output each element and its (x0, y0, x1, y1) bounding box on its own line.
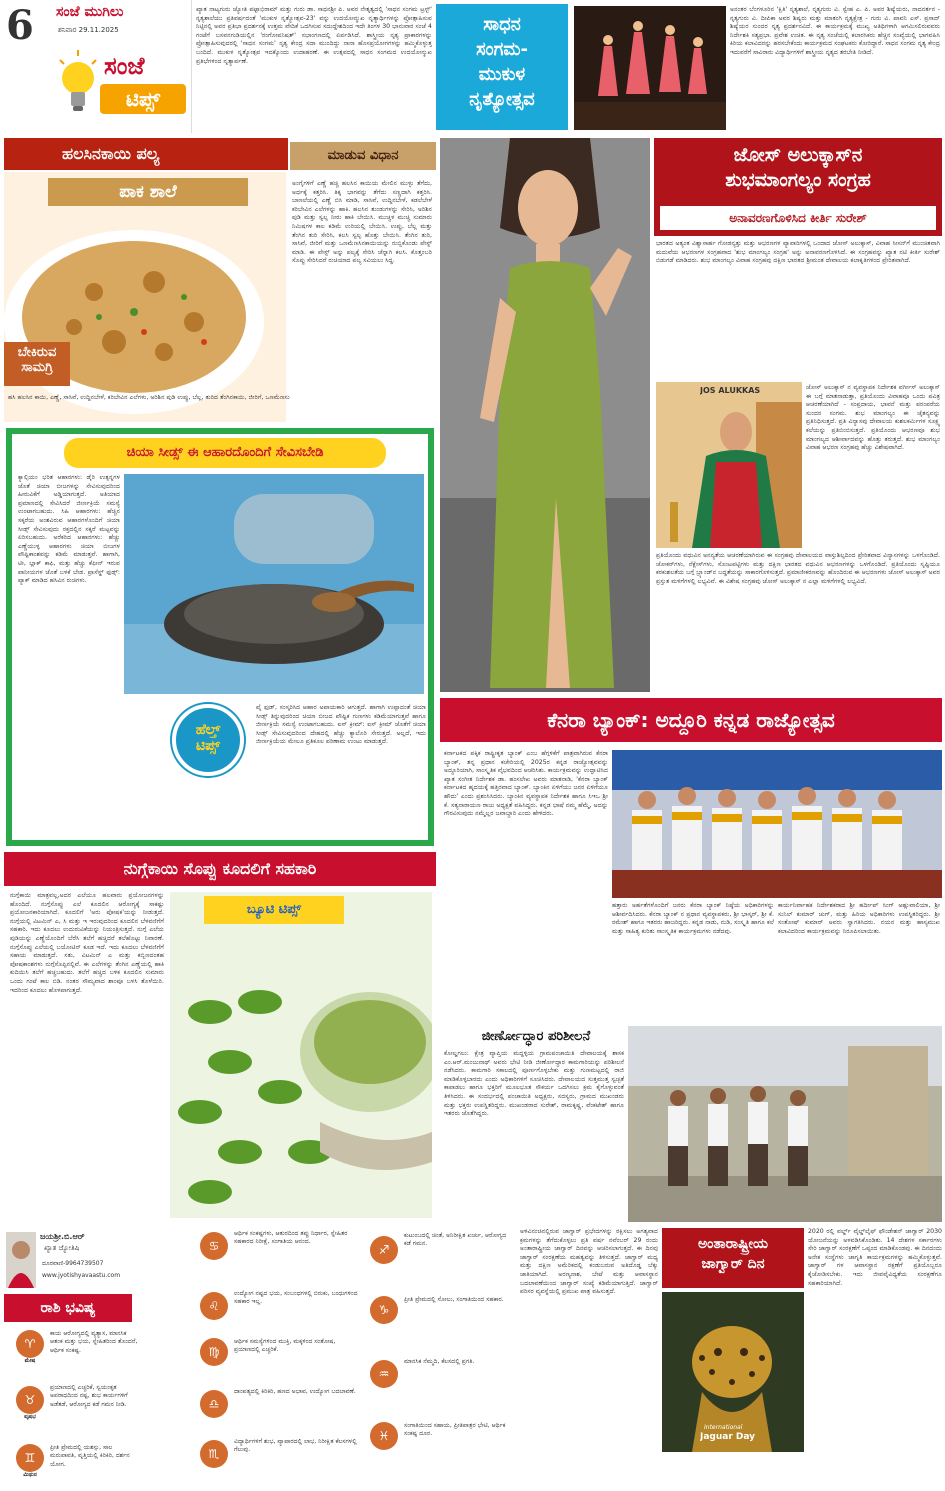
sadhana-body-right: ಅನಂತರ ಬೆಂಗಳೂರಿನ 'ಕ್ಷಿತಿ' ನೃತ್ಯಶಾಲೆ, ನೃತ್ಯಗುರು ವಿ. ಸ್ವೇಹ ಎ. ಪಿ. ಅವರ ಶಿಷ್ಯೆಯರು, ನಾದನರ್ತನ - ನೃತ್ಯಗುರು ವಿ. ದೀಪಿಕಾ ಅವರ ಶಿಷ್ಯರು ಮತ್ತು ಮಾತಂಗಿ ನೃತ್ಯಕ್ಷೇತ್ರ - ಗುರು ವಿ. ಪಾವನಿ ಎಸ್. ಪ್ರಸಾದ್ ಶಿಷ್ಯೆಯರ ಸುಂದರ ನೃತ್ಯ ಪ್ರದರ್ಶನವಿದೆ. ಈ ಕಾರ್ಯಕ್ರಮಕ್ಕೆ ಮುಖ್ಯ ಅತಿಥಿಗಳಾಗಿ ಆಗಮಿಸಲಿರುವವರು ನಿರ್ದೇಶಕಿ ಸತ್ಯಪ್ರಭಾ. ಪ್ರವೇಶ ಉಚಿತ. ಈ ನೃತ್ಯ ಸಂಜೆಯಲ್ಲಿ ಕಲಾರಸಿಕರು ಹೆಚ್ಚಿನ ಸಂಖ್ಯೆಯಲ್ಲಿ ಭಾಗವಹಿಸಿ ಕಿರಿಯ ಕಲಾವಿದರನ್ನು ಹರಸಬೇಕೆಂದು ಕಾರ್ಯಕ್ರಮದ ಸಂಘಟಕರು ಕೋರಿದ್ದಾರೆ. ಸಾಧನ ಸಂಗಮ ನೃತ್ಯ ಕೇಂದ್ರ ಇದುವರೆಗೆ ಸಾವಿರಾರು ವಿದ್ಯಾರ್ಥಿಗಳಿಗೆ ಶಾಸ್ತ್ರೀಯ ನೃತ್ಯದ ತರಬೇತಿ ನೀಡಿದೆ. (730, 6, 940, 56)
kitchen-label-bar (48, 178, 248, 206)
kanya-sign-icon: ♍ (200, 1338, 228, 1366)
kataka-forecast: ಆರ್ಥಿಕ ಸಂಕಷ್ಟಗಳು, ಆತುರದಿಂದ ತಪ್ಪು ನಿರ್ಧಾರ, ಸ್ನೇಹಿತರ ಸಹಕಾರದ ನಿರೀಕ್ಷೆ, ಸಂಗಾತಿಯ ಆನಂದ. (234, 1230, 348, 1246)
sadhana-title-4: ನೃತ್ಯೋತ್ಸವ (469, 89, 535, 110)
keerthy-photo (440, 138, 650, 692)
jaguar-caption-1: International (704, 1424, 743, 1431)
drumstick-title-bar (4, 852, 436, 886)
meena-forecast: ಸಂಗಾತಿಯಿಂದ ಸಹಾಯ, ಪ್ರೀತಿಪಾತ್ರರ ಭೇಟಿ, ಆರ್ಥಿಕ ಸಂಕಷ್ಟ ದೂರ. (404, 1422, 506, 1438)
canara-mid-text: ಹತ್ತಾರು ಅರ್ಹತೆಗಳೊಂದಿಗೆ ಜನರು ಕೆನರಾ ಬ್ಯಾಂಕ್ ನಿಷ್ಠೆಯ ಅಧಿಕಾರಿಗಳನ್ನು ಆಶೀರ್ವದಿಸಿದರು. ಕೆನರಾ ಬ್ಯಾಂಕ್ ನ ಪ್ರಧಾನ ವ್ಯವಸ್ಥಾಪಕರು, ಶ್ರೀ ಭಾಸ್ಕರ್, ಶ್ರೀ ಕೆ. ರಮೇಶ್ ಹಾಗೂ ಇತರರು ಹಾಜರಿದ್ದರು. ಕನ್ನಡ ನಾಡು, ನುಡಿ, ಸಂಸ್ಕೃತಿ ಹಾಗೂ ಕಲೆ ಮತ್ತು ಸಾಹಿತ್ಯ ಕುರಿತು ಸಾಂಸ್ಕೃತಿಕ ಕಾರ್ಯಕ್ರಮಗಳು ನಡೆದವು. (612, 902, 774, 935)
recipe-method-text: ಅಂಗೈಗಳಿಗೆ ಎಣ್ಣೆ ಹಚ್ಚಿ ಹಲಸಿನ ಕಾಯಿಯ ಮೇಲಿನ ಮುಳ್ಳು ತೆಗೆದು, ಅರ್ಧಕ್ಕೆ ಕತ್ತರಿಸಿ. ತಿಕ್ಕ ಭಾಗವನ್ನು ತೆಗೆದು ಸಣ್ಣದಾಗಿ ಕತ್ತರಿಸಿ. ಬಾಣಲೆಯಲ್ಲಿ ಎಣ್ಣೆ ಬಿಸಿ ಮಾಡಿ, ಸಾಸಿವೆ, ಉದ್ದಿನಬೇಳೆ, ಕಡಲೆಬೇಳೆ ಕರಿಬೇವಿನ ಎಲೆಗಳನ್ನು ಹಾಕಿ. ಹಲಸಿನ ತುಂಡುಗಳನ್ನು ಸೇರಿಸಿ, ಅರಿಶಿನ ಪುಡಿ ಮತ್ತು ಸ್ವಲ್ಪ ನೀರು ಹಾಕಿ ಬೇಯಿಸಿ. ಮುಚ್ಚಳ ಮುಚ್ಚಿ ಸುಮಾರು ನಿಮಿಷಗಳ ಕಾಲ ಕಡಿಮೆ ಉರಿಯಲ್ಲಿ ಬೇಯಿಸಿ. ಉಪ್ಪು, ಬೆಲ್ಲ ಮತ್ತು ತೆಂಗಿನ ತುರಿ ಸೇರಿಸಿ, ಕಲಸಿ ಸ್ವಲ್ಪ ಹೊತ್ತು ಬೇಯಿಸಿ. ತೆಂಗಿನ ತುರಿ, ಸಾಸಿವೆ, ಜೀರಿಗೆ ಮತ್ತು ಒಣಮೆಣಸಿನಕಾಯಿಯನ್ನು ರುಬ್ಬಿಕೊಂಡು ಪೇಸ್ಟ್ ಮಾಡಿ. ಈ ಪೇಸ್ಟ್ ಅನ್ನು ಪಲ್ಯಕ್ಕೆ ಸೇರಿಸಿ ಚೆನ್ನಾಗಿ ಕಲಸಿ. ಕೊತ್ತಂಬರಿ ಸೊಪ್ಪು ಸೇರಿಸಿದರೆ ರುಚಿಯಾದ ಪಲ್ಯ ಸವಿಯಲು ಸಿದ್ಧ. (292, 180, 432, 265)
chia-seeds-photo (124, 474, 424, 694)
astrologer-phone: ದೂರವಾಣಿ-9964739507 (42, 1260, 104, 1267)
canara-left-text: ಕರ್ನಾಟಕದ ಪಕ್ಕಿಕ ರಾಷ್ಟ್ರೀಕೃತ ಬ್ಯಾಂಕ್ ಎಂಬ ಹೆಗ್ಗಳಿಕೆಗೆ ಪಾತ್ರವಾಗಿರುವ ಕೆನರಾ ಬ್ಯಾಂಕ್, ತನ್ನ ಪ್ರಧಾನ ಕಚೇರಿಯಲ್ಲಿ 2025ರ ಕನ್ನಡ ರಾಜ್ಯೋತ್ಸವವನ್ನು ಅದ್ದೂರಿಯಾಗಿ, ಸಾಂಸ್ಕೃತಿಕ ವೈಭವದಿಂದ ಆಚರಿಸಿತು. ಕಾರ್ಯಕ್ರಮವನ್ನು ಉದ್ಘಾಟಿಸಿದ ಖ್ಯಾತ ಸಂಗೀತ ನಿರ್ದೇಶಕ ಡಾ. ಹಂಸಲೇಖ ಅವರು ಮಾತನಾಡಿ, 'ಕೆನರಾ ಬ್ಯಾಂಕ್ ಕರ್ನಾಟಕದ ಹೃದಯಕ್ಕೆ ಹತ್ತಿರವಾದ ಬ್ಯಾಂಕ್. ಬ್ಯಾಂಕಿನ ಏಳಿಗೆಯು ಜನರ ಏಳಿಗೆಯೂ ಹೌದು' ಎಂದು ಪ್ರಶಂಸಿಸಿದರು. ಬ್ಯಾಂಕಿನ ವ್ಯವಸ್ಥಾಪಕ ನಿರ್ದೇಶಕ ಹಾಗೂ ಸಿಇಒ ಶ್ರೀ ಕೆ. ಸತ್ಯನಾರಾಯಣ ರಾಜು ಅಧ್ಯಕ್ಷತೆ ವಹಿಸಿದ್ದರು. ಕನ್ನಡ ಭಾಷೆ ನಮ್ಮ ಹೆಮ್ಮೆ, ಅದನ್ನು ಗೌರವಿಸುವುದು ನಮ್ಮೆಲ್ಲರ ಜವಾಬ್ದಾರಿ ಎಂದು ಹೇಳಿದರು. (444, 750, 608, 818)
jos-brand-sign: JOS ALUKKAS (700, 386, 761, 395)
beauty-tips-label: ಬ್ಯೂಟಿ ಟಿಪ್ಸ್ (246, 902, 302, 917)
sadhana-body-left: ಖ್ಯಾತ ನಾಟ್ಯಗುರು ಜ್ಯೋತಿ ಪಟ್ಟಾಭಿರಾಮ್ ಮತ್ತು ಗುರು ಡಾ. ಸಾಧನಶ್ರೀ ಪಿ. ಅವರ ನೇತೃತ್ವದಲ್ಲಿ 'ಸಾಧನ ಸಂಗಮ ಟ್ರಸ್ಟ್' ನೃತ್ಯಶಾಲೆಯು ಪ್ರತಿವರ್ಷದಂತೆ 'ಮುಕುಳ ನೃತ್ಯೋತ್ಸವ-23' ವನ್ನು ಉದಯೋನ್ಮುಖ ನೃತ್ಯಾರ್ಥಿಗಳನ್ನು ಪ್ರೋತ್ಸಾಹಿಸುವ ನಿಟ್ಟಿನಲ್ಲಿ ಅವರ ಪ್ರತಿಭಾ ಪ್ರದರ್ಶನಕ್ಕೆ ಉತ್ತಮ ವೇದಿಕೆ ಒದಗಿಸುವ ಸದುದ್ದೇಶದಿಂದ ಇದೇ ತಿಂಗಳ 30 ಭಾನುವಾರ ಸಂಜೆ 4 ಗಂಟೆಗೆ ಬಸವನಗುಡಿಯಲ್ಲಿನ 'ರಂಗೋಪನಿಷತ್' ಸಭಾಂಗಣದಲ್ಲಿ ಏರ್ಪಡಿಸಿದೆ. ಶಾಸ್ತ್ರೀಯ ನೃತ್ಯ ಪ್ರಾಕಾರಗಳನ್ನು ಪ್ರೋತ್ಸಾಹಿಸುವುದರಲ್ಲಿ 'ಸಾಧನ ಸಂಗಮ' ನೃತ್ಯ ಕೇಂದ್ರ ಸದಾ ಮುಂದಿದ್ದು ನಾನಾ ಹೊಸಪ್ರಯೋಗಗಳನ್ನು ಹಮ್ಮಿಕೊಳ್ಳುತ್ತ ಬಂದಿದೆ. ಮುಕುಳ ನೃತ್ಯೋತ್ಸವ ಇದಕ್ಕೊಂದು ಉದಾಹರಣೆ. ಈ ಉತ್ಸವದಲ್ಲಿ ಸಾಧನ ಸಂಗಮದ ಉದಯೋನ್ಮುಖ ಪ್ರತಿಭೆಗಳಿಂದ ನೃತ್ಯಾರ್ಪಣೆ. (196, 6, 432, 65)
vrishabha-sign-icon: ♉ (16, 1386, 44, 1414)
meena-sign-icon: ♓ (370, 1422, 398, 1450)
astrologer-title: ಖ್ಯಾತ ಜ್ಯೋತಿಷಿ (44, 1244, 80, 1252)
drumstick-text: ನುಗ್ಗೆಕಾಯಿ ಮಾತ್ರವಲ್ಲ,ಅದರ ಎಲೆಯೂ ಹಲವಾರು ಪ್ರಯೋಜನಗಳನ್ನು ಹೊಂದಿದೆ. ನುಗ್ಗೆಸೊಪ್ಪು ಎಲೆ ಕೂದಲಿನ ಆರೋಗ್ಯಕ್ಕೆ ಸಾಕಷ್ಟು ಪ್ರಯೋಜನಕಾರಿಯಾಗಿದೆ. ಕೂದಲಿಗೆ 'ಅರು ಪೋಷಕ'ಯನ್ನು ನೀಡುತ್ತದೆ. ನುಗ್ಗೆಯಲ್ಲಿ ವಿಟಮಿನ್ ಎ, ಸಿ ಮತ್ತು ಇ ಇರುವುದರಿಂದ ಕೂದಲಿನ ಬೆಳವಣಿಗೆಗೆ ಸಹಕಾರಿ. ಇದು ಕೂದಲು ಉದುರುವಿಕೆಯನ್ನು ನಿಯಂತ್ರಿಸುತ್ತದೆ. ನುಗ್ಗೆ ಎಲೆಯ ಪುಡಿಯನ್ನು ಎಣ್ಣೆಯೊಂದಿಗೆ ಬೆರೆಸಿ ತಲೆಗೆ ಹಚ್ಚಿದರೆ ತಲೆಹೊಟ್ಟು ನಿವಾರಣೆ. ನುಗ್ಗೆಸೊಪ್ಪು ಎಲೆಯಲ್ಲಿ ಬಯೋಟಿನ್ ಕೂಡ ಇದೆ. ಇದು ಕೂದಲು ಬೆಳವಣಿಗೆಗೆ ಸಹಾಯ ಮಾಡುತ್ತದೆ. ಸತು, ವಿಟಮಿನ್ ಎ ಮತ್ತು ಕಬ್ಬಿಣದಂತಹ ಪೋಷಕಾಂಶಗಳು ನುಗ್ಗೆಸೊಪ್ಪಿನಲ್ಲಿವೆ. ಈ ಎಲೆಗಳನ್ನು ತೆಂಗಿನ ಎಣ್ಣೆಯಲ್ಲಿ ಹಾಕಿ ಕುದಿಯಿಸಿ ತಲೆಗೆ ಹಚ್ಚಬಹುದು. ತಲೆಗೆ ಹಚ್ಚಿದ ಬಳಿಕ ಕೂದಲಿನ ಸುಮಾರು ಒಂದು ಗಂಟೆ ಕಾಲ ಬಿಡಿ. ನಂತರ ಸೌಮ್ಯವಾದ ಶಾಂಪೂ ಬಳಸಿ ತೊಳೆಯಿರಿ. ಇದರಿಂದ ಕೂದಲು ಹೊಳಪಾಗುತ್ತದೆ. (10, 892, 164, 994)
health-tips-badge-2: ಟಿಪ್ಸ್ (196, 738, 220, 754)
jos-top-text: ಭಾರತದ ಅತ್ಯಂತ ವಿಶ್ವಾಸಾರ್ಹ ಗೋಡನ್ಯತ್ತು ಮತ್ತು ಆಭರಣಗಳ ವ್ಯಾಪಾರಿಗಳಲ್ಲಿ ಒಂದಾದ ಜೋಸ್ ಅಲುಕ್ಕಾಸ್, ವಿವಾಹ ಸೀಸನ್‌ಗೆ ಮುಂಚಿತವಾಗಿ ಮದುವೆಯ ಆಭರಣಗಳ ಸಂಗ್ರಹವಾದ 'ಶುಭ ಮಾಂಗಲ್ಯಂ ಸಂಗ್ರಹ' ಅನ್ನು ಅನಾವರಣಗೊಳಿಸಿದೆ. ಈ ಸಂಗ್ರಹವನ್ನು ಖ್ಯಾತ ನಟಿ ಕೀರ್ತಿ ಸುರೇಶ್ ಬಿಡುಗಡೆ ಮಾಡಿದರು. ಶುಭ ಮಾಂಗಲ್ಯಂ ವಿವಾಹ ಸಂಗ್ರಹವು ದಕ್ಷಿಣ ಭಾರತದ ಶ್ರೀಮಂತ ದೇವಾಲಯ ಕಲಾಕೃತಿಗಳಿಂದ ಪ್ರೇರಿತವಾಗಿದೆ. (656, 240, 940, 265)
jeernoddhara-text: ಕೋಲ್ಡಗಲು: ಕ್ಷೇತ್ರ ವ್ಯಾಪ್ತಿಯ ಮದ್ದಳ್ಳಿಯ ಗ್ರಾಮಪಂಚಾಯಿತಿ ದೇವಾಲಯಕ್ಕೆ ಶಾಸಕ ಎಂ.ಆರ್.ಮಂಜುನಾಥ್ ಅವರು ಭೇಟಿ ನೀಡಿ ಜೀರ್ಣೋದ್ಧಾರ ಕಾಮಗಾರಿಯನ್ನು ಪರಿಶೀಲನೆ ನಡೆಸಿದರು. ಕಾಮಗಾರಿ ಸಕಾಲದಲ್ಲಿ ಪೂರ್ಣಗೊಳ್ಳಬೇಕು ಮತ್ತು ಗುಣಮಟ್ಟದಲ್ಲಿ ರಾಜಿ ಮಾಡಿಕೊಳ್ಳಬಾರದು ಎಂದು ಅಧಿಕಾರಿಗಳಿಗೆ ಸೂಚಿಸಿದರು. ದೇವಾಲಯದ ಸುತ್ತಮುತ್ತ ಸ್ವಚ್ಛತೆ ಕಾಪಾಡಲು ಹಾಗೂ ಭಕ್ತರಿಗೆ ಮೂಲಭೂತ ಸೌಕರ್ಯ ಒದಗಿಸಲು ಕ್ರಮ ಕೈಗೊಳ್ಳುವಂತೆ ತಿಳಿಸಿದರು. ಈ ಸಂದರ್ಭದಲ್ಲಿ ಪಂಚಾಯಿತಿ ಅಧ್ಯಕ್ಷರು, ಸದಸ್ಯರು, ಗ್ರಾಮದ ಮುಖಂಡರು ಮತ್ತು ಭಕ್ತರು ಉಪಸ್ಥಿತರಿದ್ದರು. ಮುಖಂಡರಾದ ಸುರೇಶ್, ರಾಮಕೃಷ್ಣ, ವೆಂಕಟೇಶ್ ಹಾಗೂ ಇತರರು ಜೊತೆಗಿದ್ದರು. (444, 1050, 624, 1118)
chia-left-text: ಕ್ಯಾಲ್ಸಿಯಂ ಭರಿತ ಆಹಾರಗಳು: ಡೈರಿ ಉತ್ಪನ್ನಗಳ ಜೊತೆ ಚಿಯಾ ಬೀಜಗಳನ್ನು ಸೇವಿಸುವುದರಿಂದ ಹೀರುವಿಕೆಗೆ ಅಡ್ಡಿಯಾಗುತ್ತದೆ. ಅತಿಯಾದ ಪ್ರಮಾಣದಲ್ಲಿ ಸೇವಿಸಿದರೆ ಜೀರ್ಣಕ್ರಿಯೆ ಸಮಸ್ಯೆ ಉಂಟಾಗಬಹುದು. ಸಿಹಿ ಆಹಾರಗಳು: ಹೆಚ್ಚಿನ ಸಕ್ಕರೆಯ ಅಂಶವಿರುವ ಆಹಾರಗಳೊಂದಿಗೆ ಚಿಯಾ ಸೀಡ್ಸ್ ಸೇವಿಸುವುದು ರಕ್ತದಲ್ಲಿನ ಸಕ್ಕರೆ ಮಟ್ಟವನ್ನು ಏರಿಸಬಹುದು. ಅರೆಕರಿದ ಆಹಾರಗಳು: ಹೆಚ್ಚು ಎಣ್ಣೆಯುಳ್ಳ ಆಹಾರಗಳು ಚಿಯಾ ಬೀಜಗಳ ಪೌಷ್ಟಿಕಾಂಶವನ್ನು ಕಡಿಮೆ ಮಾಡುತ್ತವೆ. ಹಾಗಾಗಿ, ಟೀ, ಬ್ಲಾಕ್ ಕಾಫಿ, ಮತ್ತು ಹೆಚ್ಚು ಕೆಫೀನ್ ಇರುವ ಪಾನೀಯಗಳ ಜೊತೆ ಬಳಕೆ ಬೇಡ. ಪ್ರಾಸೆಸ್ಡ್ ಫುಡ್ಸ್: ಪ್ಯಾಕ್ ಮಾಡಿದ ಹಸಿವಿನ ರುಚಿಗಳು. (18, 474, 120, 585)
astrologer-website: www.jyotishyavaastu.com (42, 1272, 121, 1279)
health-tips-badge-1: ಹೆಲ್ತ್ (195, 722, 221, 738)
drumstick-section (4, 852, 436, 1222)
rashi-title-bar (4, 1294, 132, 1322)
mesha-sign-icon: ♈ (16, 1330, 44, 1358)
vrishchika-forecast: ವಿದ್ಯಾರ್ಥಿಗಳಿಗೆ ಶುಭ, ವ್ಯಾಪಾರದಲ್ಲಿ ಲಾಭ, ನಿರೀಕ್ಷಿತ ಕೆಲಸಗಳಲ್ಲಿ ಗೆಲುವು. (234, 1438, 357, 1454)
canara-title: ಕೆನರಾ ಬ್ಯಾಂಕ್: ಅದ್ದೂರಿ ಕನ್ನಡ ರಾಜ್ಯೋತ್ಸವ (547, 708, 835, 732)
canara-right-text: ಕಾರ್ಯನಿರ್ವಾಹಕ ನಿರ್ದೇಶಕರಾದ ಶ್ರೀ ಹರ್ದೀಪ್ ಸಿಂಗ್ ಅಹ್ಲುವಾಲಿಯಾ, ಶ್ರೀ ಸುನಿಲ್ ಕುಮಾರ್ ಚುಗ್, ಮತ್ತು ಹಿರಿಯ ಅಧಿಕಾರಿಗಳು ಉಪಸ್ಥಿತರಿದ್ದರು. ಶ್ರೀ ಸಂತೋಷ್ ಕುಮಾರ್ ಅವರು ಸ್ವಾಗತಿಸಿದರು. ನಯನ ಮತ್ತು ಹಾಸ್ಯಮುಖ ಕಲಾವಿದರಿಂದ ಕಾರ್ಯಕ್ರಮವನ್ನು ನಿರೂಪಿಸಲಾಯಿತು. (778, 902, 940, 935)
vrishabha-forecast: ಪ್ರಯಾಣದಲ್ಲಿ ಎಚ್ಚರಿಕೆ, ಸ್ವಯಂಕೃತ ಅಪರಾಧದಿಂದ ನಷ್ಟ, ಶುಭ ಕಾರ್ಯಗಳಿಗೆ ಅಡೆತಡೆ, ಆರೋಗ್ಯದ ಕಡೆ ಗಮನ ನೀಡಿ. (50, 1384, 128, 1408)
sadhana-title-box (436, 4, 568, 130)
bulb-icon (56, 50, 100, 116)
vrishchika-sign-icon: ♏ (200, 1440, 228, 1468)
tips-title-top: ಸಂಜೆ (104, 52, 145, 80)
astrologer-photo (6, 1232, 36, 1288)
mithuna-sign-name: ಮಿಥುನ (23, 1472, 37, 1478)
simha-forecast: ಉದ್ಯೋಗ ನಷ್ಟದ ಭಯ, ಸಂಬಂಧಗಳಲ್ಲಿ ಬಿರುಕು, ಬಂಧುಗಳಿಂದ ಸಹಕಾರ ಇಲ್ಲ. (234, 1290, 358, 1306)
kumbha-forecast: ಮಾನಸಿಕ ನೆಮ್ಮದಿ, ಕೆಲಸದಲ್ಲಿ ಪ್ರಗತಿ. (404, 1358, 475, 1365)
beauty-tips-bar (204, 896, 344, 924)
kataka-sign-icon: ♋ (200, 1232, 228, 1260)
mithuna-forecast: ಪ್ರೀತಿ ಪ್ರೇಮದಲ್ಲಿ ಯಶಸ್ಸು, ಸಾಲ ಮರುಪಾವತಿ, ವೃತ್ತಿಯಲ್ಲಿ ಕಿರಿಕಿರಿ, ದರ್ಶನ ಯೋಗ. (50, 1444, 130, 1468)
vrishabha-sign-name: ವೃಷಭ (24, 1414, 36, 1420)
canara-title-bar (440, 698, 942, 742)
method-label: ಮಾಡುವ ವಿಧಾನ (327, 148, 399, 163)
recipe-title-bar (4, 138, 288, 170)
jos-subtitle-bar (660, 206, 936, 230)
ingredients-label-box (4, 342, 70, 386)
moringa-photo (170, 892, 432, 1218)
jos-bottom-text: ಪ್ರತಿಯೊಂದು ವಧುವಿನ ಅನನ್ಯತೆಯ ಆಚರಣೆಯಾಗಿರುವ ಈ ಸಂಗ್ರಹವು ದೇವಾಲಯದ ವಾಸ್ತುಶಿಲ್ಪದಿಂದ ಪ್ರೇರಿತವಾದ ವಿನ್ಯಾಸಗಳನ್ನು ಒಳಗೊಂಡಿದೆ. ಚೋಕರ್‌ಗಳು, ನೆಕ್ಲೇಸ್‌ಗಳು, ಸೊಂಟಪಟ್ಟಿಗಳು ಮತ್ತು ದಕ್ಷಿಣ ಭಾರತದ ವಧುವಿನ ಆಭರಣಗಳನ್ನು ಒಳಗೊಂಡಿದೆ. ಪ್ರತಿಯೊಂದು ಸೃಷ್ಟಿಯೂ ಕರಕುಶಲತೆಯ ಬಗ್ಗೆ ಬ್ರ್ಯಾಂಡ್‌ನ ಬದ್ಧತೆಯನ್ನು ಸಾಕಾರಗೊಳಿಸುತ್ತದೆ. ಪ್ರಮಾಣೀಕರಣವನ್ನು ಹೊಂದಿರುವ ಈ ಆಭರಣಗಳು ಜೋಸ್ ಅಲುಕ್ಕಾಸ್ ಅವರ ಪ್ರಸ್ತುತ ಮಳಿಗೆಗಳಲ್ಲಿ ಲಭ್ಯವಿವೆ. ಈ ವಿಶೇಷ ಸಂಗ್ರಹವು ಜೋಸ್ ಅಲುಕ್ಕಾಸ್ ನ ಎಲ್ಲಾ ಮಳಿಗೆಗಳಲ್ಲಿ ಲಭ್ಯವಿದೆ. (656, 552, 940, 585)
astrology-section (4, 1226, 516, 1488)
jaguar-title-1: ಅಂತಾರಾಷ್ಟ್ರೀಯ (697, 1236, 769, 1252)
ingredients-label-1: ಬೇಕಿರುವ (17, 345, 57, 360)
dhanus-forecast: ಕುಟುಂಬದಲ್ಲಿ ಚಿಂತೆ, ಅನಿರೀಕ್ಷಿತ ಖರ್ಚು, ಆರೋಗ್ಯದ ಕಡೆ ಗಮನ. (404, 1232, 507, 1248)
jos-right-text: ಜೋಸ್ ಅಲುಕ್ಕಾಸ್ ನ ವ್ಯವಸ್ಥಾಪಕ ನಿರ್ದೇಶಕ ವರ್ಗೀಸ್ ಅಲುಕ್ಕಾಸ್ ಈ ಬಗ್ಗೆ ಮಾತನಾಡುತ್ತಾ, ಪ್ರತಿಯೊಂದು ವಿವಾಹವೂ ಒಂದು ಪವಿತ್ರ ಆಚರಣೆಯಾಗಿದೆ - ಸಂಪ್ರದಾಯ, ಭಾವನೆ ಮತ್ತು ಪರಂಪರೆಯ ಸುಂದರ ಸಂಗಮ. ಶುಭ ಮಾಂಗಲ್ಯಂ ಈ ಚೈತನ್ಯವನ್ನು ಪ್ರತಿನಿಧಿಸುತ್ತದೆ. ಪ್ರತಿ ವಿನ್ಯಾಸವು ದೇವಾಲಯ ಕುಶಲಕರ್ಮಿಗಳ ಸೂಕ್ಷ್ಮ ಕಲೆಯನ್ನು ಪ್ರತಿಬಿಂಬಿಸುತ್ತದೆ. ಪ್ರತಿಯೊಂದು ಆಭರಣವೂ ಶುಭ ಮಾಂಗಲ್ಯದ ಆಶೀರ್ವಾದವನ್ನು ಹೊತ್ತು ತರುತ್ತದೆ. ಶುಭ ಮಾಂಗಲ್ಯಂ ವಿವಾಹ ಆಭರಣ ಸಂಗ್ರಹವು ಹೆಚ್ಚು ವಿಶೇಷವಾಗಿದೆ. (806, 384, 940, 452)
chia-section (6, 428, 434, 846)
health-tips-badge (172, 704, 244, 776)
dancers-photo (574, 6, 726, 130)
temple-inspection-photo (628, 1026, 942, 1222)
chia-title-bar (64, 438, 386, 468)
drumstick-title: ನುಗ್ಗೆಕಾಯಿ ಸೊಪ್ಪು ಕೂದಲಿಗೆ ಸಹಕಾರಿ (123, 859, 317, 878)
chia-title: ಚಿಯಾ ಸೀಡ್ಸ್ ಈ ಆಹಾರದೊಂದಿಗೆ ಸೇವಿಸಬೇಡಿ (126, 445, 324, 460)
mesha-forecast: ಕಾಯ ಆರೋಗ್ಯದಲ್ಲಿ ವ್ಯತ್ಯಾಸ, ಮಾನಸಿಕ ಆತಂಕ ಮತ್ತು ಭಯ, ಸ್ನೇಹಿತರಿಂದ ತೊಂದರೆ, ಆರ್ಥಿಕ ಸಂಕಷ್ಟ. (50, 1330, 138, 1354)
mesha-sign-name: ಮೇಷ (24, 1358, 36, 1364)
canara-event-photo (612, 750, 942, 898)
rashi-title: ರಾಶಿ ಭವಿಷ್ಯ (40, 1300, 96, 1316)
recipe-title: ಹಲಸಿನಕಾಯಿ ಪಲ್ಯ (62, 144, 160, 163)
jaguar-col1-text: ಅಳಿವಿನಂಚಿನಲ್ಲಿರುವ ಜಾಗ್ವಾರ್ ಪ್ರಭೇದಗಳನ್ನು ರಕ್ಷಿಸಲು ಅಗತ್ಯವಾದ ಕ್ರಮಗಳನ್ನು ತೆಗೆದುಕೊಳ್ಳಲು ಪ್ರತಿ ವರ್ಷ ನವೆಂಬರ್ 29 ರಂದು ಅಂತಾರಾಷ್ಟ್ರೀಯ ಜಾಗ್ವಾರ್ ದಿನವನ್ನು ಆಚರಿಸಲಾಗುತ್ತದೆ. ಈ ದಿನವು ಜಾಗ್ವಾರ್ ಸಂರಕ್ಷಣೆಯ ಮಹತ್ವವನ್ನು ತಿಳಿಸುತ್ತದೆ. ಜಾಗ್ವಾರ್ ಮಧ್ಯ ಮತ್ತು ದಕ್ಷಿಣ ಅಮೆರಿಕದಲ್ಲಿ ಕಂಡುಬರುವ ಅತಿದೊಡ್ಡ ಬೆಕ್ಕು ಜಾತಿಯಾಗಿದೆ. ಅರಣ್ಯನಾಶ, ಬೇಟೆ ಮತ್ತು ಆವಾಸಸ್ಥಾನ ಬದಲಾವಣೆಯಿಂದ ಜಾಗ್ವಾರ್ ಸಂಖ್ಯೆ ಕಡಿಮೆಯಾಗುತ್ತಿದೆ. ಜಾಗ್ವಾರ್ ಪರಿಸರ ವ್ಯವಸ್ಥೆಯಲ್ಲಿ ಪ್ರಮುಖ ಪಾತ್ರ ವಹಿಸುತ್ತದೆ. (520, 1228, 658, 1296)
jos-title-box (654, 138, 942, 236)
recipe-section (4, 138, 436, 422)
sadhana-title-1: ಸಾಧನ (483, 14, 521, 35)
jaguar-col2-text: 2020 ರಲ್ಲಿ ವರ್ಲ್ಡ್ ವೈಲ್ಡ್‌ಲೈಫ್ ಫೌಂಡೇಶನ್ ಜಾಗ್ವಾರ್ 2030 ಯೋಜನೆಯನ್ನು ಅಳವಡಿಸಿಕೊಂಡಿತು. 14 ದೇಶಗಳ ಸರ್ಕಾರಗಳು ಸೇರಿ ಜಾಗ್ವಾರ್ ಸಂರಕ್ಷಣೆಗೆ ಒಪ್ಪಂದ ಮಾಡಿಕೊಂಡವು. ಈ ದಿನದಂದು ಅನೇಕ ಸಂಸ್ಥೆಗಳು ಜಾಗೃತಿ ಕಾರ್ಯಕ್ರಮಗಳನ್ನು ಹಮ್ಮಿಕೊಳ್ಳುತ್ತವೆ. ಜಾಗ್ವಾರ್ ಗಳ ಆವಾಸಸ್ಥಾನ ರಕ್ಷಣೆಗೆ ಪ್ರತಿಯೊಬ್ಬರೂ ಕೈಜೋಡಿಸಬೇಕು. ಇದು ಜೀವವೈವಿಧ್ಯತೆಯ ಸಂರಕ್ಷಣೆಗೂ ಸಹಕಾರಿಯಾಗಿದೆ. (808, 1228, 942, 1287)
chia-right-text: ಪೈ ಫುಡ್, ಸಂಸ್ಕರಿಸಿದ ಆಹಾರ ಅಪಾಯಕಾರಿ ಆಗುತ್ತದೆ. ಹಾಗಾಗಿ ಉಪ್ಪಾದಂತೆ ಚಿಯಾ ಸೀಡ್ಸ್ ತಿನ್ನುವುದರಿಂದ ಚಿಯಾ ಬೀಜದ ಪೌಷ್ಟಿಕ ಗುಣಗಳು ಕಡಿಮೆಯಾಗುತ್ತವೆ ಹಾಗೂ ಜೀರ್ಣಕ್ರಿಯೆ ಸಮಸ್ಯೆ ಉಂಟಾಗಬಹುದು. ಐಸ್ ಕ್ರೀಮ್: ಐಸ್ ಕ್ರೀಮ್ ಜೊತೆಗೆ ಚಿಯಾ ಸೀಡ್ಸ್ ಸೇವಿಸುವುದರಿಂದ ದೇಹದಲ್ಲಿ ಹೆಚ್ಚು ಕ್ಯಾಲೊರಿ ಸೇರುತ್ತದೆ. ಅಲ್ಲದೆ, ಇದು ಜೀರ್ಣಕ್ರಿಯೆಯ ಮೇಲೂ ಪ್ರತಿಕೂಲ ಪರಿಣಾಮ ಉಂಟು ಮಾಡುತ್ತದೆ. (256, 704, 426, 746)
sadhana-title-2: ಸಂಗಮ- (476, 39, 528, 60)
jeernoddhara-title: ಜೀರ್ಣೋದ್ಧಾರ ಪರಿಶೀಲನೆ (481, 1029, 591, 1044)
kitchen-label: ಪಾಕ ಶಾಲೆ (119, 182, 177, 202)
jaguar-title-box (662, 1228, 804, 1288)
tips-title-bottom: ಟಿಪ್ಸ್ (100, 84, 186, 114)
kumbha-sign-icon: ♒ (370, 1360, 398, 1388)
bride-photo (656, 382, 802, 548)
jos-title-2: ಶುಭಮಾಂಗಲ್ಯಂ ಸಂಗ್ರಹ (725, 169, 871, 191)
paper-name: ಸಂಜೆ ಮುಗಿಲು (56, 4, 124, 20)
recipe-ingredients-text: ಹಸಿ ಹಲಸಿನ ಕಾಯಿ, ಎಣ್ಣೆ, ಸಾಸಿವೆ, ಉದ್ದಿನಬೇಳೆ, ಕರಿಬೇವಿನ ಎಲೆಗಳು, ಅರಿಶಿನ ಪುಡಿ ಉಪ್ಪು, ಬೆಲ್ಲ, ತುರಿದ ತೆಂಗಿನಕಾಯಿ, ಜೀರಿಗೆ, ಒಣಮೆಣಸು (8, 394, 290, 401)
page-number: 6 (6, 2, 34, 49)
jaguar-caption-2: Jaguar Day (700, 1432, 756, 1442)
sadhana-title-3: ಮುಕುಳ (478, 64, 526, 85)
tula-sign-icon: ♎ (200, 1390, 228, 1418)
issue-date: ಶನಿವಾರ 29.11.2025 (58, 26, 119, 34)
jos-title-1: ಜೋಸ್ ಅಲುಕ್ಕಾಸ್‌ನ (733, 144, 863, 166)
tula-forecast: ದಾಂಪತ್ಯದಲ್ಲಿ ಕಿರಿಕಿರಿ, ಹಣದ ಅಭಾವ, ಉದ್ಯೋಗ ಬದಲಾವಣೆ. (234, 1388, 356, 1395)
dhanus-sign-icon: ♐ (370, 1236, 398, 1264)
ingredients-label-2: ಸಾಮಗ್ರಿ (21, 360, 53, 375)
astrologer-name: ಜಯಶ್ರೀ.ಬಿ.ಆರ್ (40, 1232, 85, 1241)
jaguar-title-2: ಜಾಗ್ವಾರ್ ದಿನ (701, 1256, 765, 1272)
mithuna-sign-icon: ♊ (16, 1444, 44, 1472)
simha-sign-icon: ♌ (200, 1292, 228, 1320)
masthead (0, 0, 192, 133)
makara-sign-icon: ♑ (370, 1296, 398, 1324)
kanya-forecast: ಆರ್ಥಿಕ ಸಮಸ್ಯೆಗಳಿಂದ ಮುಕ್ತಿ, ಮಕ್ಕಳಿಂದ ಸಂತೋಷ, ಪ್ರಯಾಣದಲ್ಲಿ ಎಚ್ಚರಿಕೆ. (234, 1338, 336, 1354)
jos-subtitle: ಅನಾವರಣಗೊಳಿಸಿದ ಕೀರ್ತಿ ಸುರೇಶ್ (729, 211, 867, 225)
makara-forecast: ಪ್ರೀತಿ ಪ್ರೇಮದಲ್ಲಿ ಸೋಲು, ಸಂಗಾತಿಯಿಂದ ಸಹಕಾರ. (404, 1296, 504, 1303)
method-label-bar (290, 142, 436, 170)
